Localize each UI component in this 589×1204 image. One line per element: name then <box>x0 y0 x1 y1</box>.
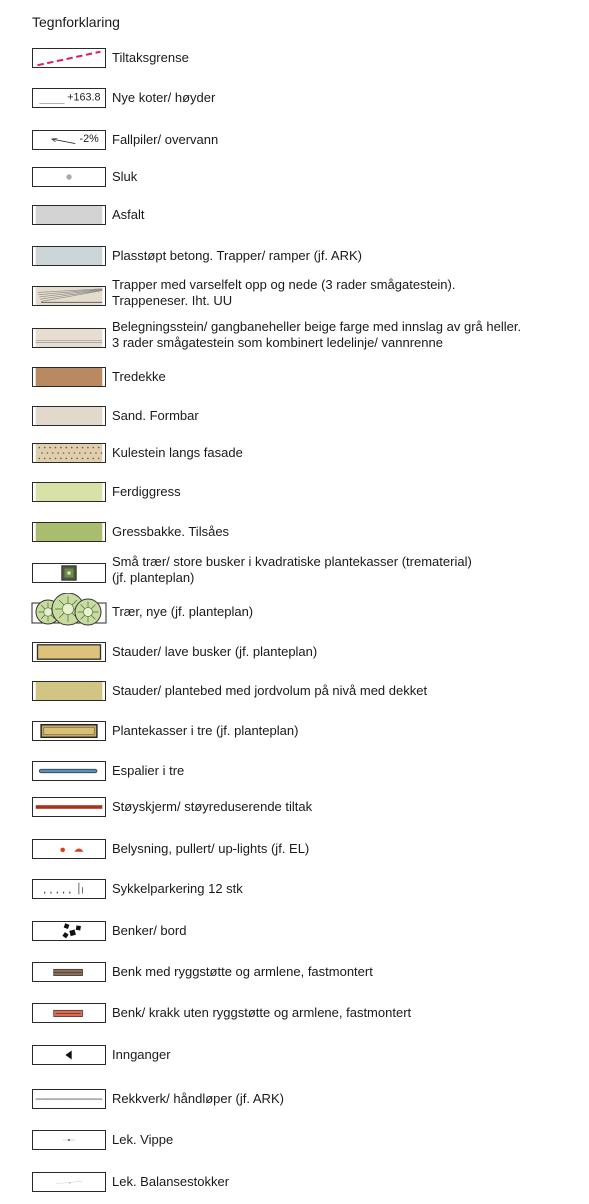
legend-label: Benk/ krakk uten ryggstøtte og armlene, fastmontert <box>112 1005 412 1020</box>
legend-label-line2: (jf. planteplan) <box>112 570 195 585</box>
seesaw-icon <box>32 1130 106 1150</box>
color-swatch <box>32 482 106 502</box>
legend-item <box>0 1087 589 1111</box>
legend-item <box>0 795 589 819</box>
legend-label-line1: Trapper med varselfelt opp og nede (3 rader smågatestein). <box>112 277 456 292</box>
color-swatch <box>32 406 106 426</box>
legend-label: Nye koter/ høyder <box>112 90 216 105</box>
legend-label: Gressbakke. Tilsåes <box>112 524 230 539</box>
legend-label: Plantekasser i tre (jf. planteplan) <box>112 723 299 738</box>
legend-item <box>0 877 589 901</box>
entrance-icon <box>32 1045 106 1065</box>
legend-item <box>0 480 589 504</box>
legend-label <box>112 554 472 586</box>
legend-label-line1: Små trær/ store busker i kvadratiske plantekasser (trematerial) <box>112 554 472 569</box>
paving-icon <box>32 328 106 348</box>
legend-item <box>0 86 589 110</box>
legend-label: Trær, nye (jf. planteplan) <box>112 604 254 619</box>
legend-label: Tredekke <box>112 369 166 384</box>
legend-label: Stauder/ lave busker (jf. planteplan) <box>112 644 318 659</box>
legend-label: Sykkelparkering 12 stk <box>112 881 243 896</box>
legend-item <box>0 404 589 428</box>
wood-planter-icon <box>32 721 106 741</box>
espalier-icon <box>32 761 106 781</box>
color-swatch <box>32 205 106 225</box>
bench-back-icon <box>32 962 106 982</box>
legend-item <box>0 319 589 350</box>
legend-item <box>0 128 589 152</box>
legend-item <box>0 759 589 783</box>
stairs-icon <box>32 286 106 306</box>
bike-parking-icon <box>32 879 106 899</box>
legend-label-line1: Belegningsstein/ gangbaneheller beige farge med innslag av grå heller. <box>112 319 522 334</box>
bench-plain-icon <box>32 1003 106 1023</box>
drain-icon <box>32 167 106 187</box>
legend-label-line2: Trappeneser. Iht. UU <box>112 293 233 308</box>
tree-icon <box>30 593 108 631</box>
legend-label: Lek. Balansestokker <box>112 1174 230 1189</box>
railing-icon <box>32 1089 106 1109</box>
legend-item <box>0 640 589 664</box>
lighting-icon <box>32 839 106 859</box>
svg-text:-2%: -2% <box>79 132 99 145</box>
legend-label: Asfalt <box>112 207 145 222</box>
legend-item <box>0 520 589 544</box>
spot-elevation-icon <box>32 88 106 108</box>
legend-item <box>0 277 589 308</box>
color-swatch <box>32 246 106 266</box>
legend-label: Rekkverk/ håndløper (jf. ARK) <box>112 1091 284 1106</box>
legend-label: Sluk <box>112 169 138 184</box>
legend-label <box>112 319 521 351</box>
slope-arrow-icon <box>32 130 106 150</box>
legend-label: Plasstøpt betong. Trapper/ ramper (jf. ARK) <box>112 248 362 263</box>
legend-label-line2: 3 rader smågatestein som kombinert ledelinje/ vannrenne <box>112 335 443 350</box>
legend-item <box>0 679 589 703</box>
legend-item <box>0 441 589 465</box>
legend-label <box>112 277 455 309</box>
legend-item <box>0 46 589 70</box>
legend-label: Lek. Vippe <box>112 1132 174 1147</box>
legend-label: Ferdiggress <box>112 484 181 499</box>
legend-label: Espalier i tre <box>112 763 185 778</box>
legend-label: Sand. Formbar <box>112 408 199 423</box>
legend-label: Fallpiler/ overvann <box>112 132 219 147</box>
legend-item <box>0 203 589 227</box>
legend-item <box>0 554 589 585</box>
legend-item <box>0 960 589 984</box>
legend-label: Benk med ryggstøtte og armlene, fastmontert <box>112 964 373 979</box>
legend-item <box>0 1170 589 1194</box>
color-swatch <box>32 522 106 542</box>
color-swatch <box>32 367 106 387</box>
legend-item <box>0 1043 589 1067</box>
legend-item <box>0 837 589 861</box>
legend-label: Benker/ bord <box>112 923 187 938</box>
legend-item <box>0 1001 589 1025</box>
legend-item <box>0 165 589 189</box>
dashed-red-line-icon <box>32 48 106 68</box>
color-swatch <box>32 642 106 662</box>
legend-item <box>0 365 589 389</box>
balance-beam-icon <box>32 1172 106 1192</box>
legend-item <box>0 719 589 743</box>
legend-item <box>0 244 589 268</box>
benches-icon <box>32 921 106 941</box>
legend-label: Belysning, pullert/ up-lights (jf. EL) <box>112 841 310 856</box>
legend-item <box>0 600 589 624</box>
legend-label: Innganger <box>112 1047 171 1062</box>
planter-box-icon <box>32 563 106 583</box>
color-swatch <box>32 681 106 701</box>
legend-label: Støyskjerm/ støyreduserende tiltak <box>112 799 313 814</box>
spot-elevation-value: +163.8 <box>67 91 101 104</box>
cobble-icon <box>32 443 106 463</box>
legend-item <box>0 1128 589 1152</box>
legend-label: Kulestein langs fasade <box>112 445 243 460</box>
legend-label: Tiltaksgrense <box>112 50 189 65</box>
noise-barrier-icon <box>32 797 106 817</box>
legend-title: Tegnforklaring <box>32 14 120 30</box>
legend-item <box>0 919 589 943</box>
legend-label: Stauder/ plantebed med jordvolum på nivå med dekket <box>112 683 428 698</box>
